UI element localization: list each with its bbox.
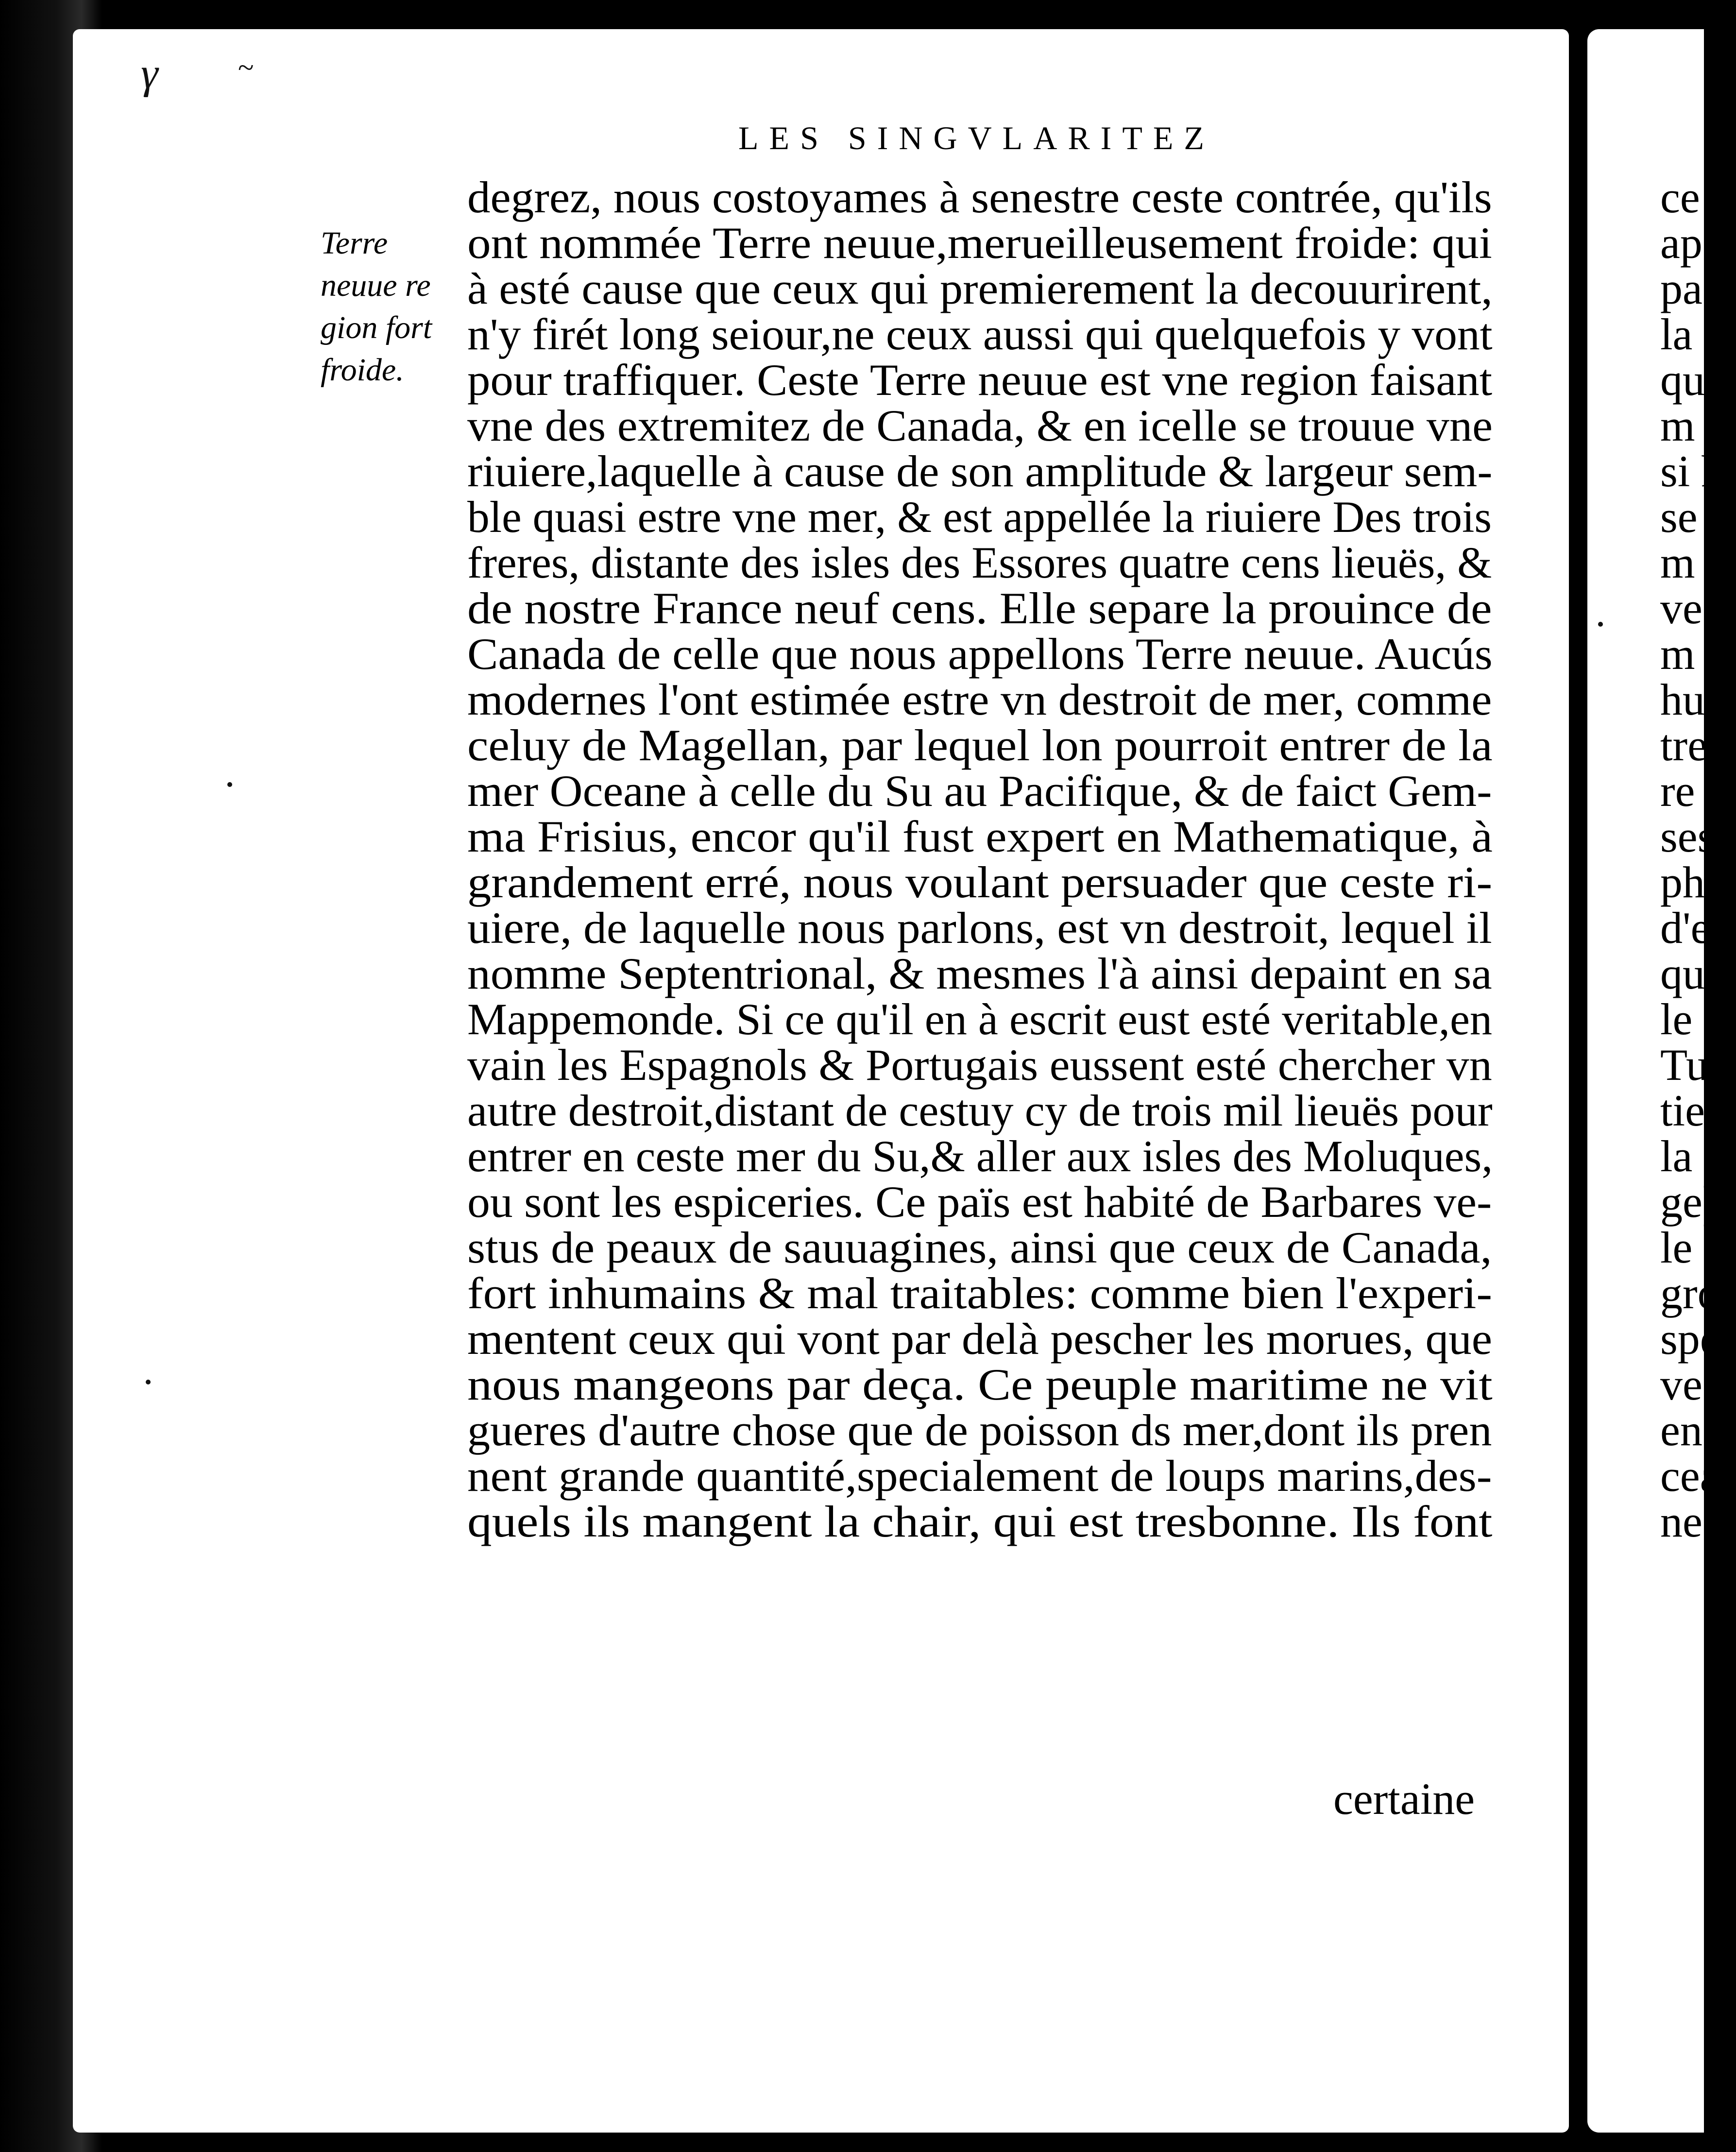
text-line: pour traffiquer. Ceste Terre neuue est vne region faisant [467, 355, 1493, 405]
text-line: Mappemonde. Si ce qu'il en à escrit eust esté veritable,en [467, 994, 1493, 1044]
text-line: vne des extremitez de Canada, & en icelle se trouue vne [467, 401, 1493, 450]
text-line: de nostre France neuf cens. Elle separe la prouince de [467, 583, 1492, 633]
right-page-fragment: ce [1660, 172, 1700, 222]
right-page-fragment: Tu [1660, 1040, 1708, 1090]
ink-speck [1598, 622, 1603, 627]
text-line: ou sont les espiceries. Ce païs est habité de Barbares ve- [467, 1177, 1492, 1227]
right-page-fragment: en p [1660, 1405, 1736, 1455]
right-page-fragment: ve [1660, 1360, 1702, 1409]
text-line: celuy de Magellan, par lequel lon pourroit entrer de la [467, 720, 1493, 770]
text-line: entrer en ceste mer du Su,& aller aux isles des Moluques, [467, 1131, 1493, 1181]
text-line: degrez, nous costoyames à senestre ceste contrée, qu'ils [467, 172, 1492, 222]
right-page-fragment: re [1660, 766, 1695, 816]
right-page-fragment: ap [1660, 218, 1702, 268]
right-page-fragment: se r [1660, 492, 1724, 542]
ink-speck [227, 782, 232, 787]
right-page-fragment: d'e [1660, 903, 1711, 953]
margin-note-line: neuue re [321, 268, 431, 303]
right-page-fragment: pa [1660, 264, 1702, 313]
text-line: gueres d'autre chose que de poisson ds mer,dont ils pren [467, 1405, 1492, 1455]
text-line: modernes l'ont estimée estre vn destroit de mer, comme [467, 675, 1492, 724]
right-page-fragment: le p [1660, 1223, 1726, 1272]
margin-note-line: froide. [321, 352, 404, 388]
text-line: nomme Septentrional, & mesmes l'à ainsi depaint en sa [467, 949, 1492, 998]
running-header: LES SINGVLARITEZ [738, 120, 1215, 156]
text-line: autre destroit,distant de cestuy cy de trois mil lieuës pour [467, 1086, 1493, 1135]
right-page-fragment: cea [1660, 1451, 1720, 1501]
right-page-fragment: tie [1660, 1086, 1705, 1135]
right-page-fragment: m [1660, 629, 1695, 679]
right-page-fragment: hu [1660, 675, 1705, 724]
right-page-fragment: ve [1660, 583, 1702, 633]
right-page-fragment: tre [1660, 720, 1708, 770]
text-line: ma Frisius, encor qu'il fust expert en Mathematique, à [467, 812, 1493, 861]
right-page-fragment: m [1660, 538, 1695, 587]
corner-mark: γ [141, 50, 158, 98]
right-page-fragment: spe [1660, 1314, 1720, 1364]
text-line: uiere, de laquelle nous parlons, est vn destroit, lequel il [467, 903, 1492, 953]
text-line: grandement erré, nous voulant persuader que ceste ri- [467, 857, 1493, 907]
text-line: ont nommée Terre neuue,merueilleusement froide: qui [467, 218, 1492, 268]
text-line: stus de peaux de sauuagines, ainsi que ceux de Canada, [467, 1223, 1492, 1272]
text-line: freres, distante des isles des Essores quatre cens lieuës, & [467, 538, 1492, 587]
text-line: fort inhumains & mal traitables: comme bien l'experi- [467, 1268, 1493, 1318]
text-line: nous mangeons par deça. Ce peuple maritime ne vit [467, 1360, 1493, 1409]
text-line: mentent ceux qui vont par delà pescher les morues, que [467, 1314, 1493, 1364]
right-page-fragment: ne s [1660, 1497, 1731, 1546]
right-page-fragment: m [1660, 401, 1695, 450]
right-page-fragment: la [1660, 309, 1693, 359]
margin-note-line: gion fort [321, 310, 432, 345]
text-line: vain les Espagnols & Portugais eussent esté chercher vn [467, 1040, 1492, 1090]
catchword: certaine [1333, 1774, 1475, 1824]
text-line: n'y firét long seiour,ne ceux aussi qui quelquefois y vont [467, 309, 1493, 359]
corner-dash: ~ [238, 51, 254, 84]
right-page-fragment: qu [1660, 949, 1705, 998]
text-line: nent grande quantité,specialement de loups marins,des- [467, 1451, 1492, 1501]
ink-speck [146, 1380, 151, 1384]
right-page-fragment: si h [1660, 446, 1724, 496]
text-line: à esté cause que ceux qui premierement la decouurirent, [467, 264, 1493, 313]
margin-note-line: Terre [321, 225, 388, 261]
right-page-fragment: ge) [1660, 1177, 1718, 1227]
text-line: mer Oceane à celle du Su au Pacifique, & de faict Gem- [467, 766, 1492, 816]
right-page-fragment: la h [1660, 1131, 1726, 1181]
right-page-fragment: ph [1660, 857, 1705, 907]
text-line: Canada de celle que nous appellons Terre neuue. Aucús [467, 629, 1493, 679]
right-page-fragment: gro [1660, 1268, 1720, 1318]
right-page-fragment: le g [1660, 994, 1726, 1044]
text-line: quels ils mangent la chair, qui est tresbonne. Ils font [467, 1497, 1493, 1546]
text-line: ble quasi estre vne mer, & est appellée la riuiere Des trois [467, 492, 1492, 542]
right-page-fragment: ses [1660, 812, 1715, 861]
text-line: riuiere,laquelle à cause de son amplitude & largeur sem- [467, 446, 1493, 496]
right-page-fragment: qu [1660, 355, 1705, 405]
